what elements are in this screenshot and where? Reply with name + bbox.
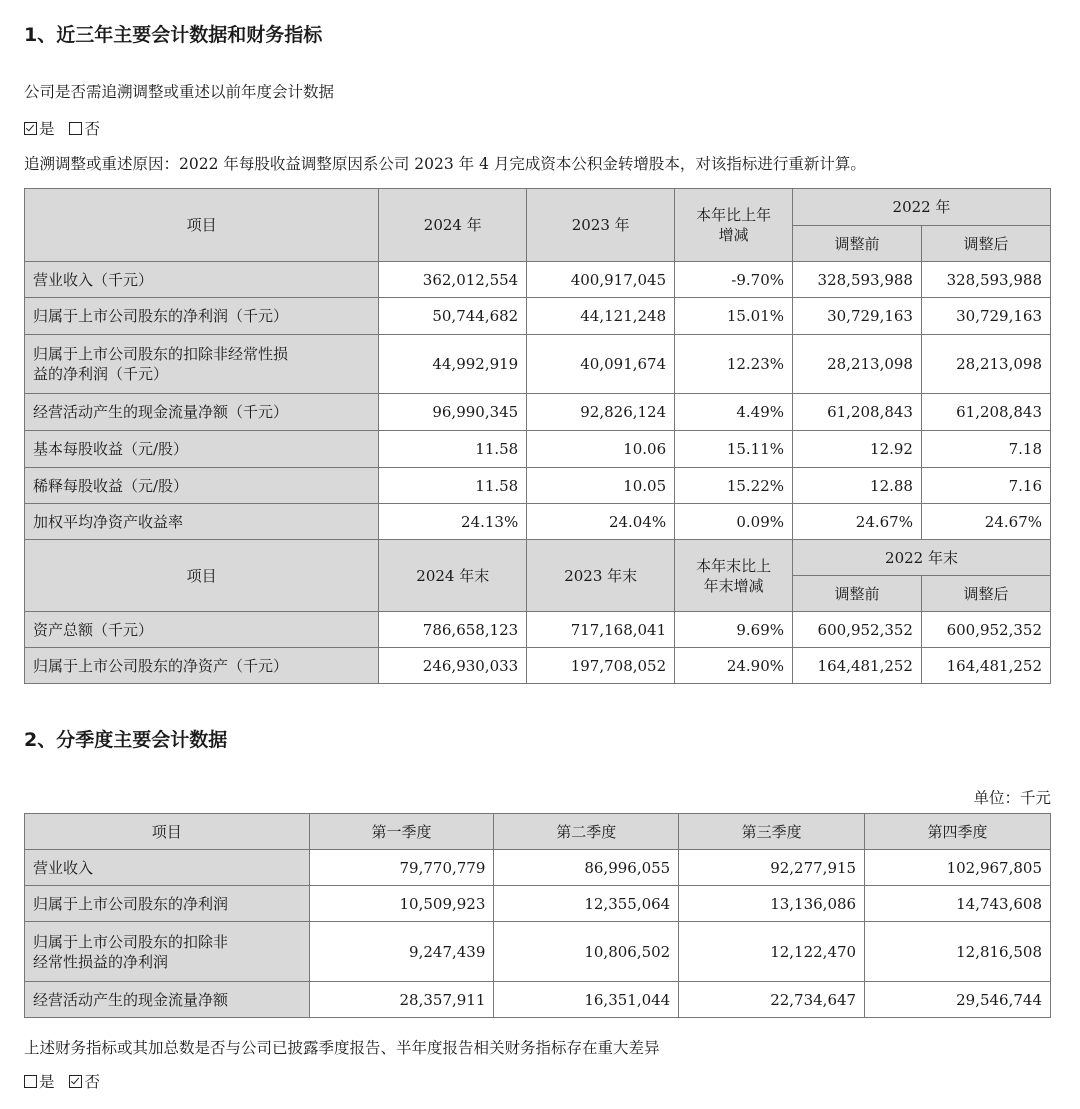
cell-change: 0.09% xyxy=(675,504,793,540)
row-label: 营业收入 xyxy=(25,850,310,886)
cell-2023: 717,168,041 xyxy=(527,612,675,648)
no-label: 否 xyxy=(84,1073,100,1091)
table-row xyxy=(25,982,1051,1018)
cell-2023: 10.05 xyxy=(527,468,675,504)
cell-after: 7.16 xyxy=(921,468,1050,504)
cell-q1: 9,247,439 xyxy=(309,922,494,982)
cell-2023: 10.06 xyxy=(527,431,675,468)
table-row xyxy=(25,298,1051,335)
cell-2023: 92,826,124 xyxy=(527,394,675,431)
header-change-line2: 增减 xyxy=(718,226,749,244)
cell-change: 15.11% xyxy=(675,431,793,468)
cell-2024: 44,992,919 xyxy=(379,335,527,394)
row-label xyxy=(25,922,310,982)
cell-2024: 11.58 xyxy=(379,468,527,504)
cell-after: 164,481,252 xyxy=(921,648,1050,684)
cell-2023: 44,121,248 xyxy=(527,298,675,335)
yes-checkbox[interactable] xyxy=(24,1075,37,1088)
table-row xyxy=(25,504,1051,540)
table-row xyxy=(25,335,1051,394)
restate-question: 公司是否需追溯调整或重述以前年度会计数据 xyxy=(24,83,335,101)
cell-q2: 10,806,502 xyxy=(494,922,679,982)
cell-after: 61,208,843 xyxy=(921,394,1050,431)
header-before: 调整前 xyxy=(793,226,922,262)
cell-q3: 13,136,086 xyxy=(679,886,865,922)
quarterly-data-table xyxy=(24,813,1051,1018)
no-checkbox-checked[interactable] xyxy=(69,1075,82,1088)
header-change xyxy=(675,189,793,262)
yes-checkbox-checked[interactable] xyxy=(24,122,37,135)
header2-2022: 2022 年末 xyxy=(793,540,1051,576)
cell-2024: 96,990,345 xyxy=(379,394,527,431)
header2-2024: 2024 年末 xyxy=(379,540,527,612)
table-row xyxy=(25,850,1051,886)
row-label: 归属于上市公司股东的净利润（千元） xyxy=(25,298,379,335)
cell-2024: 246,930,033 xyxy=(379,648,527,684)
cell-q1: 79,770,779 xyxy=(309,850,494,886)
cell-after: 600,952,352 xyxy=(921,612,1050,648)
table-row xyxy=(25,612,1051,648)
q-header-q2: 第二季度 xyxy=(494,814,679,850)
cell-change: 15.01% xyxy=(675,298,793,335)
q-header-item: 项目 xyxy=(25,814,310,850)
header-after: 调整后 xyxy=(921,226,1050,262)
cell-q3: 22,734,647 xyxy=(679,982,865,1018)
row-label: 资产总额（千元） xyxy=(25,612,379,648)
cell-after: 30,729,163 xyxy=(921,298,1050,335)
cell-q1: 28,357,911 xyxy=(309,982,494,1018)
cell-change: 15.22% xyxy=(675,468,793,504)
cell-change: 12.23% xyxy=(675,335,793,394)
cell-2023: 400,917,045 xyxy=(527,262,675,298)
cell-2023: 24.04% xyxy=(527,504,675,540)
cell-2024: 24.13% xyxy=(379,504,527,540)
row-label: 经营活动产生的现金流量净额（千元） xyxy=(25,394,379,431)
table-row xyxy=(25,262,1051,298)
cell-q2: 12,355,064 xyxy=(494,886,679,922)
header2-after: 调整后 xyxy=(921,576,1050,612)
table-row xyxy=(25,468,1051,504)
q-header-q3: 第三季度 xyxy=(679,814,865,850)
cell-q3: 12,122,470 xyxy=(679,922,865,982)
table-row xyxy=(25,431,1051,468)
header-2024: 2024 年 xyxy=(379,189,527,262)
row-label-line1: 归属于上市公司股东的扣除非 xyxy=(33,932,229,951)
row-label: 归属于上市公司股东的净资产（千元） xyxy=(25,648,379,684)
cell-change: 24.90% xyxy=(675,648,793,684)
cell-q2: 86,996,055 xyxy=(494,850,679,886)
cell-q3: 92,277,915 xyxy=(679,850,865,886)
cell-before: 164,481,252 xyxy=(793,648,922,684)
row-label: 营业收入（千元） xyxy=(25,262,379,298)
cell-before: 61,208,843 xyxy=(793,394,922,431)
header2-2023: 2023 年末 xyxy=(527,540,675,612)
table-row xyxy=(25,394,1051,431)
row-label: 归属于上市公司股东的净利润 xyxy=(25,886,310,922)
yes-label: 是 xyxy=(39,1073,55,1091)
row-label: 经营活动产生的现金流量净额 xyxy=(25,982,310,1018)
header2-change xyxy=(675,540,793,612)
q-header-q4: 第四季度 xyxy=(865,814,1051,850)
row-label: 加权平均净资产收益率 xyxy=(25,504,379,540)
discrepancy-question: 上述财务指标或其加总数是否与公司已披露季度报告、半年度报告相关财务指标存在重大差异 xyxy=(24,1039,660,1057)
cell-2024: 786,658,123 xyxy=(379,612,527,648)
table-row xyxy=(25,648,1051,684)
row-label: 稀释每股收益（元/股） xyxy=(25,468,379,504)
section1-title: 1、近三年主要会计数据和财务指标 xyxy=(24,24,323,46)
header2-before: 调整前 xyxy=(793,576,922,612)
no-checkbox[interactable] xyxy=(69,122,82,135)
unit-label: 单位：千元 xyxy=(973,789,1051,807)
row-label-line1: 归属于上市公司股东的扣除非经常性损 xyxy=(33,345,289,363)
annual-data-table xyxy=(24,188,1051,684)
cell-q4: 12,816,508 xyxy=(865,922,1051,982)
q-header-q1: 第一季度 xyxy=(309,814,494,850)
cell-after: 28,213,098 xyxy=(921,335,1050,394)
cell-before: 600,952,352 xyxy=(793,612,922,648)
cell-before: 12.92 xyxy=(793,431,922,468)
cell-2023: 40,091,674 xyxy=(527,335,675,394)
restate-reason: 追溯调整或重述原因：2022 年每股收益调整原因系公司 2023 年 4 月完成资本公积金转增股本，对该指标进行重新计算。 xyxy=(24,155,866,173)
cell-before: 28,213,098 xyxy=(793,335,922,394)
cell-change: 4.49% xyxy=(675,394,793,431)
discrepancy-options xyxy=(24,1070,100,1092)
section2-title: 2、分季度主要会计数据 xyxy=(24,729,228,751)
row-label-line2: 益的净利润（千元） xyxy=(33,365,169,383)
header2-change-line2: 年末增减 xyxy=(703,576,764,595)
no-label: 否 xyxy=(84,120,100,138)
cell-q2: 16,351,044 xyxy=(494,982,679,1018)
header-2022: 2022 年 xyxy=(793,189,1051,226)
cell-before: 12.88 xyxy=(793,468,922,504)
cell-change: -9.70% xyxy=(675,262,793,298)
table-row xyxy=(25,886,1051,922)
cell-2024: 11.58 xyxy=(379,431,527,468)
cell-after: 328,593,988 xyxy=(921,262,1050,298)
cell-change: 9.69% xyxy=(675,612,793,648)
header-item: 项目 xyxy=(25,189,379,262)
cell-q1: 10,509,923 xyxy=(309,886,494,922)
cell-q4: 29,546,744 xyxy=(865,982,1051,1018)
table-row xyxy=(25,922,1051,982)
cell-before: 328,593,988 xyxy=(793,262,922,298)
header2-change-line1: 本年末比上 xyxy=(696,556,772,575)
header2-item: 项目 xyxy=(25,540,379,612)
row-label xyxy=(25,335,379,394)
header-2023: 2023 年 xyxy=(527,189,675,262)
row-label-line2: 经常性损益的净利润 xyxy=(33,952,169,971)
cell-after: 24.67% xyxy=(921,504,1050,540)
cell-q4: 102,967,805 xyxy=(865,850,1051,886)
restate-options xyxy=(24,117,100,139)
cell-after: 7.18 xyxy=(921,431,1050,468)
cell-2024: 50,744,682 xyxy=(379,298,527,335)
yes-label: 是 xyxy=(39,120,55,138)
cell-before: 24.67% xyxy=(793,504,922,540)
cell-before: 30,729,163 xyxy=(793,298,922,335)
cell-q4: 14,743,608 xyxy=(865,886,1051,922)
row-label: 基本每股收益（元/股） xyxy=(25,431,379,468)
header-change-line1: 本年比上年 xyxy=(696,206,772,224)
cell-2024: 362,012,554 xyxy=(379,262,527,298)
cell-2023: 197,708,052 xyxy=(527,648,675,684)
